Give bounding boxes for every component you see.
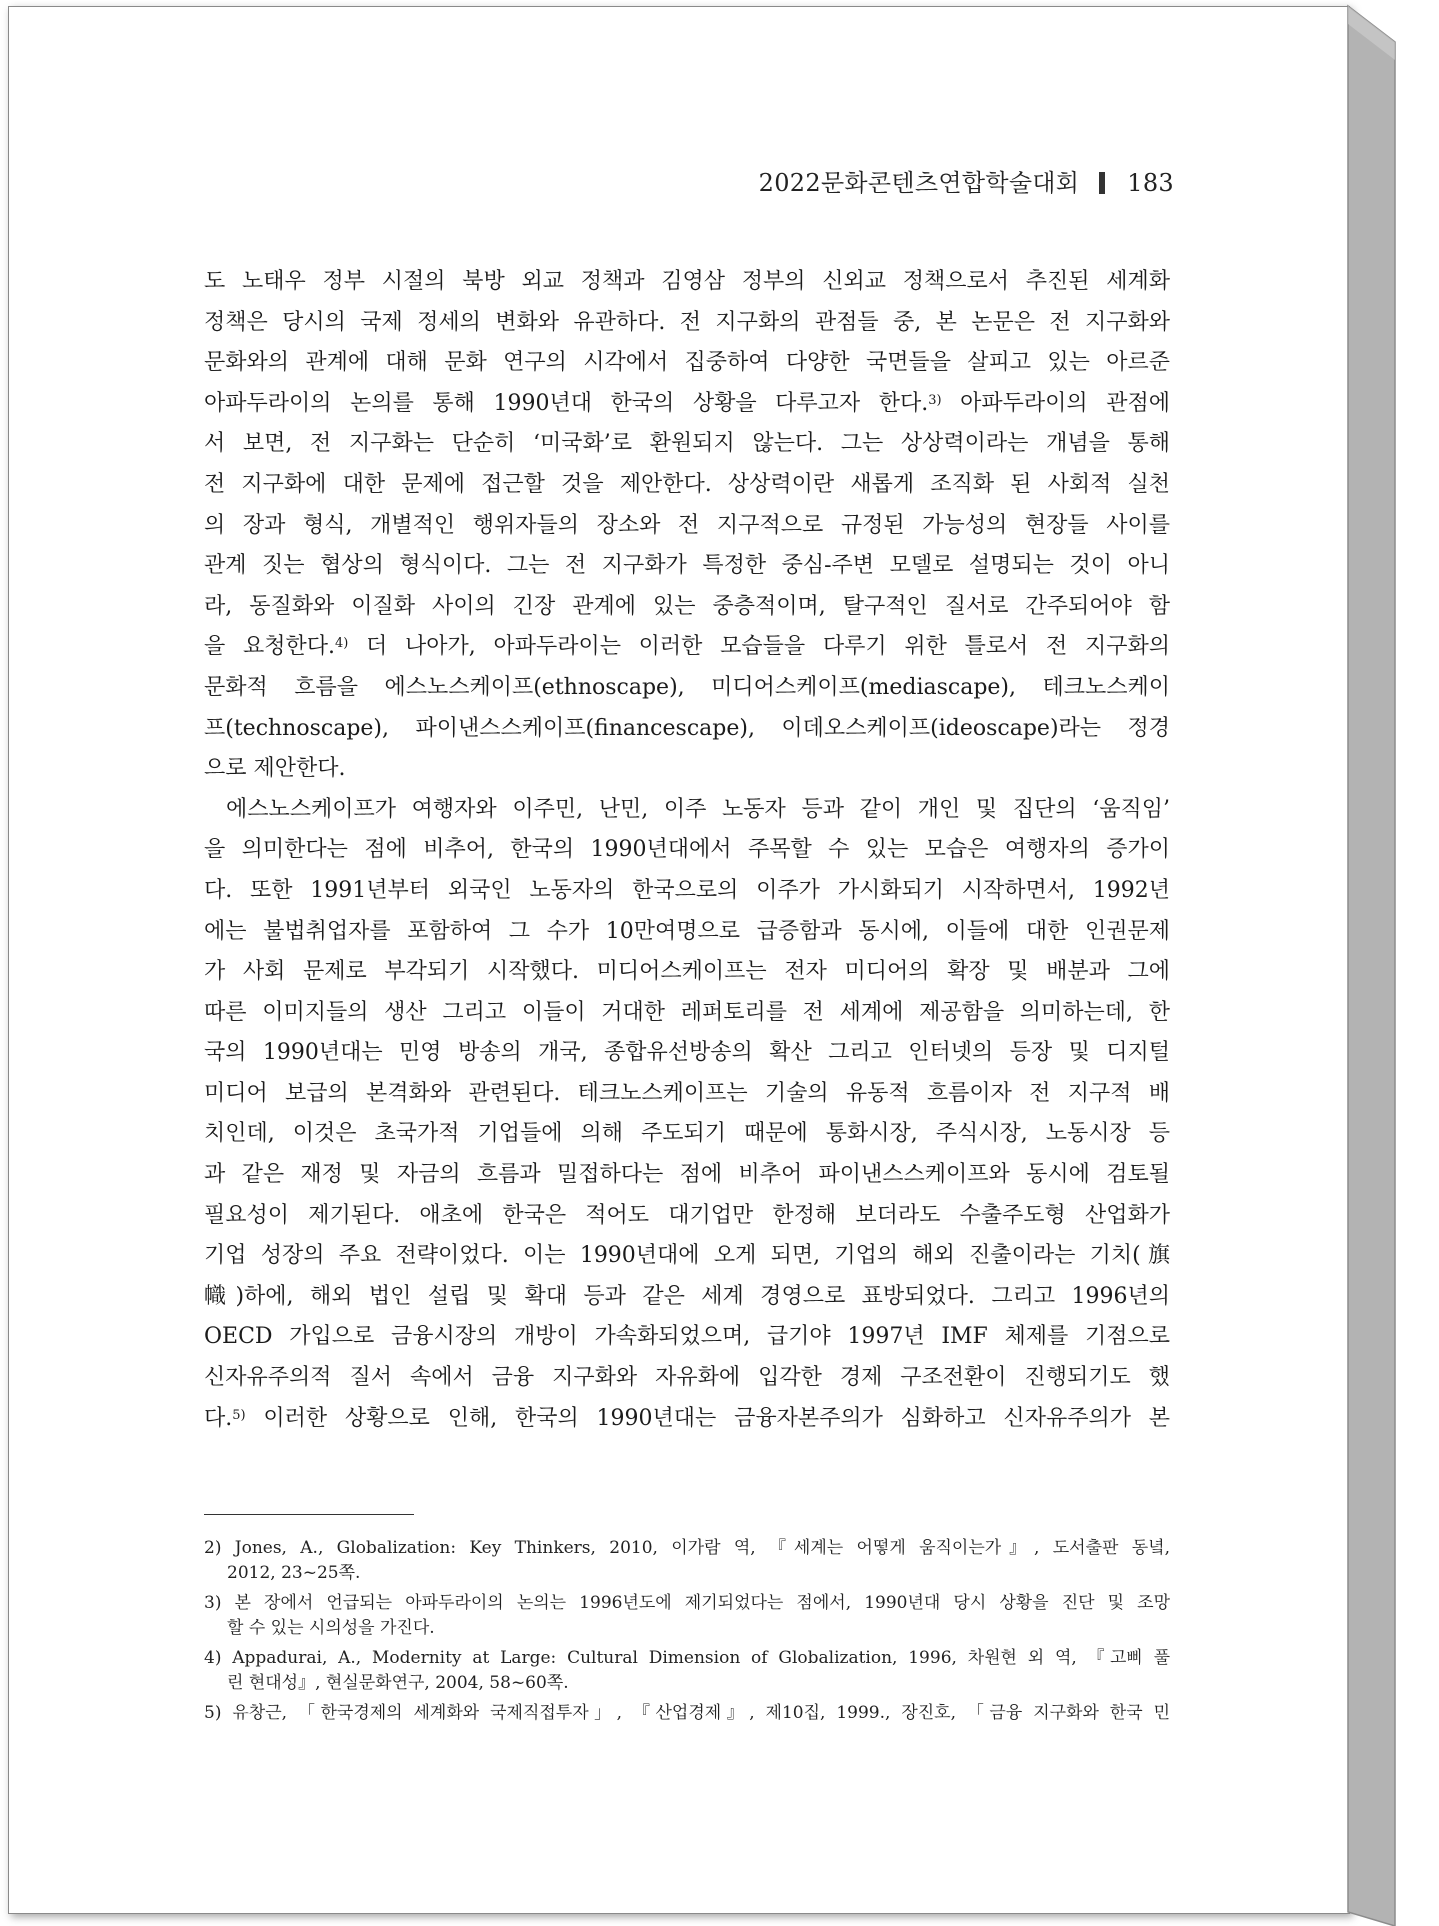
footnote-4 (204, 1646, 1170, 1696)
text-segment: 아파두라이의 관점에 (941, 390, 1170, 416)
text-line: 국의 1990년대는 민영 방송의 개국, 종합유선방송의 확산 그리고 인터넷의 등장 및 디지털 (204, 1040, 1170, 1066)
page-number: 183 (1127, 169, 1174, 197)
footnote-line: 3) 본 장에서 언급되는 아파두라이의 논의는 1996년도에 제기되었다는 점에서, 1990년대 당시 상황을 진단 및 조망 (204, 1593, 1170, 1613)
text-line: 치인데, 이것은 초국가적 기업들에 의해 주도되기 때문에 통화시장, 주식시장, 노동시장 등 (204, 1121, 1170, 1147)
text-line: 따른 이미지들의 생산 그리고 이들이 거대한 레퍼토리를 전 세계에 제공함을 의미하는데, 한 (204, 999, 1170, 1025)
text-line: 다. 또한 1991년부터 외국인 노동자의 한국으로의 이주가 가시화되기 시작하면서, 1992년 (204, 877, 1170, 903)
footnote-line: 2012, 23~25쪽. (227, 1563, 361, 1583)
text-line: 으로 제안한다. (204, 756, 346, 782)
paragraph-2 (204, 790, 1170, 1440)
text-segment: 아파두라이의 논의를 통해 1990년대 한국의 상황을 다루고자 한다. (204, 390, 929, 416)
text-line: 에는 불법취업자를 포함하여 그 수가 10만여명으로 급증함과 동시에, 이들에 대한 인권문제 (204, 918, 1170, 944)
text-line (204, 1399, 1170, 1440)
text-line: 幟)하에, 해외 법인 설립 및 확대 등과 같은 세계 경영으로 표방되었다. 그리고 1996년의 (204, 1283, 1170, 1309)
text-segment: 더 나아가, 아파두라이는 이러한 모습들을 다루기 위한 틀로서 전 지구화의 (348, 634, 1170, 660)
text-line: 문화와의 관계에 대해 문화 연구의 시각에서 집중하여 다양한 국면들을 살피고 있는 아르준 (204, 350, 1170, 376)
text-line: 을 의미한다는 점에 비추어, 한국의 1990년대에서 주목할 수 있는 모습은 여행자의 증가이 (204, 837, 1170, 863)
text-line: 서 보면, 전 지구화는 단순히 ‘미국화’로 환원되지 않는다. 그는 상상력이라는 개념을 통해 (204, 431, 1170, 457)
text-line: OECD 가입으로 금융시장의 개방이 가속화되었으며, 급기야 1997년 IMF 체제를 기점으로 (204, 1324, 1170, 1350)
footnote-3 (204, 1591, 1170, 1641)
text-line: 정책은 당시의 국제 정세의 변화와 유관하다. 전 지구화의 관점들 중, 본 논문은 전 지구화와 (204, 309, 1170, 335)
footnote-5 (204, 1701, 1170, 1726)
text-line: 전 지구화에 대한 문제에 접근할 것을 제안한다. 상상력이란 새롭게 조직화 된 사회적 실천 (204, 471, 1170, 497)
footnote-ref: 3) (928, 392, 942, 408)
text-segment: 이러한 상황으로 인해, 한국의 1990년대는 금융자본주의가 심화하고 신자유주의가 본 (245, 1405, 1170, 1431)
body-text (204, 262, 1170, 1439)
text-line: 라, 동질화와 이질화 사이의 긴장 관계에 있는 중층적이며, 탈구적인 질서로 간주되어야 함 (204, 593, 1170, 619)
text-segment: 다. (204, 1405, 233, 1431)
text-line: 도 노태우 정부 시절의 북방 외교 정책과 김영삼 정부의 신외교 정책으로서 추진된 세계화 (204, 269, 1170, 294)
text-line: 가 사회 문제로 부각되기 시작했다. 미디어스케이프는 전자 미디어의 확장 및 배분과 그에 (204, 959, 1170, 985)
text-line: 미디어 보급의 본격화와 관련된다. 테크노스케이프는 기술의 유동적 흐름이자 전 지구적 배 (204, 1080, 1170, 1106)
paragraph-1 (204, 262, 1170, 790)
text-line (204, 384, 1170, 425)
running-title: 2022문화콘텐츠연합학술대회 (758, 169, 1080, 197)
footnote-line: 할 수 있는 시의성을 가진다. (227, 1618, 435, 1638)
footnote-ref: 5) (232, 1407, 246, 1423)
text-line: 에스노스케이프가 여행자와 이주민, 난민, 이주 노동자 등과 같이 개인 및 집단의 ‘움직임’ (226, 796, 1170, 822)
footnotes (204, 1536, 1170, 1731)
footnote-2 (204, 1536, 1170, 1586)
text-line (204, 627, 1170, 668)
footnote-line: 린 현대성』, 현실문화연구, 2004, 58~60쪽. (227, 1673, 569, 1693)
footnote-divider (204, 1514, 414, 1515)
footnote-line: 5) 유창근, 「한국경제의 세계화와 국제직접투자」, 『산업경제』, 제10집, 1999., 장진호, 「금융 지구화와 한국 민 (204, 1703, 1170, 1723)
running-header (0, 163, 1174, 198)
text-line: 관계 짓는 협상의 형식이다. 그는 전 지구화가 특정한 중심-주변 모델로 설명되는 것이 아니 (204, 553, 1170, 579)
text-line: 문화적 흐름을 에스노스케이프(ethnoscape), 미디어스케이프(mediascape), 테크노스케이 (204, 674, 1170, 700)
text-line: 프(technoscape), 파이낸스스케이프(financescape), 이데오스케이프(ideoscape)라는 정경 (204, 715, 1170, 741)
header-separator (1099, 172, 1105, 194)
text-line: 필요성이 제기된다. 애초에 한국은 적어도 대기업만 한정해 보더라도 수출주도형 산업화가 (204, 1202, 1170, 1228)
text-line: 의 장과 형식, 개별적인 행위자들의 장소와 전 지구적으로 규정된 가능성의 현장들 사이를 (204, 512, 1170, 538)
footnote-line: 4) Appadurai, A., Modernity at Large: Cultural Dimension of Globalization, 1996, 차원현 외 역, 『고삐 풀 (204, 1648, 1170, 1668)
text-line: 기업 성장의 주요 전략이었다. 이는 1990년대에 오게 되면, 기업의 해외 진출이라는 기치(旗 (204, 1243, 1170, 1269)
text-segment: 을 요청한다. (204, 634, 335, 660)
footnote-line: 2) Jones, A., Globalization: Key Thinkers, 2010, 이가람 역, 『세계는 어떻게 움직이는가』, 도서출판 동녘, (204, 1538, 1170, 1558)
text-line: 신자유주의적 질서 속에서 금융 지구화와 자유화에 입각한 경제 구조전환이 진행되기도 했 (204, 1365, 1170, 1391)
footnote-ref: 4) (334, 636, 349, 652)
text-line: 과 같은 재정 및 자금의 흐름과 밀접하다는 점에 비추어 파이낸스스케이프와 동시에 검토될 (204, 1162, 1170, 1188)
